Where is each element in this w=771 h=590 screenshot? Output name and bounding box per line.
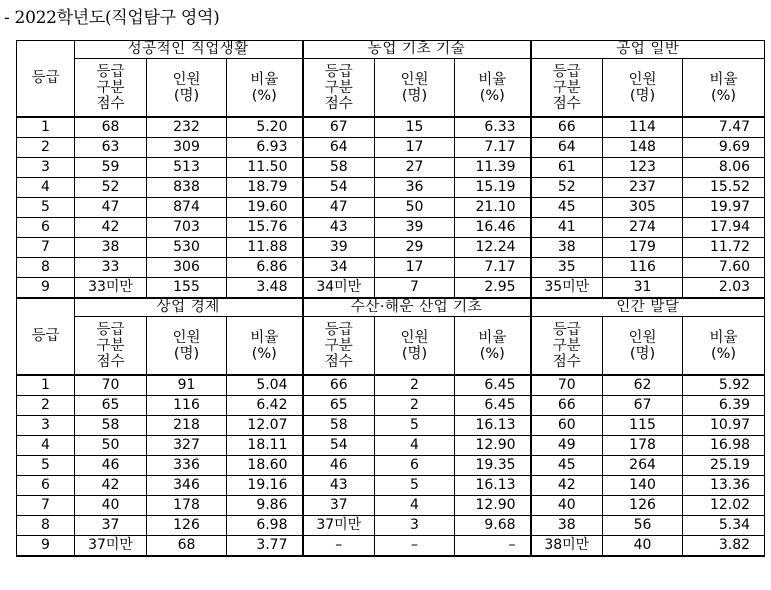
header-line: 등급 <box>324 63 353 80</box>
cutoff-score-header <box>531 317 603 376</box>
subject-name: 농업 기초 기술 <box>303 41 531 59</box>
cutoff-score-cell: 70 <box>531 375 603 396</box>
cutoff-score-cell: 46 <box>303 456 375 476</box>
header-line: (명) <box>173 345 200 362</box>
count-cell: 17 <box>375 138 455 158</box>
table-row <box>17 218 765 238</box>
grade-cell: 6 <box>17 218 75 238</box>
ratio-cell: 11.39 <box>455 158 531 178</box>
cutoff-score-cell: 38 <box>531 516 603 536</box>
grade-cell: 1 <box>17 375 75 396</box>
count-cell: 7 <box>375 278 455 299</box>
ratio-cell: 3.82 <box>683 536 765 557</box>
table-row <box>17 436 765 456</box>
cutoff-score-cell: 54 <box>303 436 375 456</box>
ratio-cell: 16.98 <box>683 436 765 456</box>
cutoff-score-cell: 34미만 <box>303 278 375 299</box>
ratio-cell: 6.33 <box>455 117 531 138</box>
count-header <box>375 59 455 118</box>
cutoff-score-cell: 37 <box>303 496 375 516</box>
header-line: (%) <box>479 345 505 362</box>
ratio-cell: 6.93 <box>227 138 303 158</box>
ratio-cell: 7.17 <box>455 138 531 158</box>
grade-cell: 9 <box>17 278 75 299</box>
count-cell: 116 <box>147 396 227 416</box>
cutoff-score-cell: 63 <box>75 138 147 158</box>
count-cell: 50 <box>375 198 455 218</box>
grade-header-cell: 등급 <box>17 41 75 118</box>
table-row <box>17 456 765 476</box>
count-cell: 155 <box>147 278 227 299</box>
cutoff-score-cell: 38 <box>531 238 603 258</box>
grade-cell: 5 <box>17 456 75 476</box>
count-cell: 178 <box>147 496 227 516</box>
ratio-cell: 6.86 <box>227 258 303 278</box>
cutoff-score-cell: 43 <box>303 476 375 496</box>
header-line: 구분 <box>96 337 125 354</box>
cutoff-score-cell: – <box>303 536 375 557</box>
ratio-header <box>227 59 303 118</box>
count-cell: 3 <box>375 516 455 536</box>
cutoff-score-cell: 54 <box>303 178 375 198</box>
ratio-cell: 6.45 <box>455 396 531 416</box>
ratio-header <box>683 317 765 376</box>
header-line: 점수 <box>96 95 125 112</box>
table-row <box>17 138 765 158</box>
count-cell: 4 <box>375 496 455 516</box>
ratio-cell: 9.86 <box>227 496 303 516</box>
table-row <box>17 158 765 178</box>
header-line: 비율 <box>250 329 279 346</box>
grade-cutoff-table <box>16 40 765 557</box>
count-cell: 264 <box>603 456 683 476</box>
ratio-header <box>455 317 531 376</box>
header-line: (%) <box>710 345 737 362</box>
grade-cell: 3 <box>17 416 75 436</box>
header-line: 등급 <box>552 63 581 80</box>
ratio-cell: 3.48 <box>227 278 303 299</box>
cutoff-score-cell: 66 <box>531 396 603 416</box>
cutoff-score-cell: 45 <box>531 456 603 476</box>
ratio-cell: 10.97 <box>683 416 765 436</box>
header-line: 인원 <box>628 329 657 346</box>
cutoff-score-cell: 45 <box>531 198 603 218</box>
count-cell: 114 <box>603 117 683 138</box>
ratio-cell: 19.35 <box>455 456 531 476</box>
header-line: (명) <box>401 345 428 362</box>
header-line: 비율 <box>478 329 507 346</box>
cutoff-score-cell: 58 <box>75 416 147 436</box>
ratio-cell: 16.46 <box>455 218 531 238</box>
count-cell: 31 <box>603 278 683 299</box>
cutoff-score-cell: 64 <box>531 138 603 158</box>
cutoff-score-cell: 42 <box>531 476 603 496</box>
header-line: 비율 <box>478 71 507 88</box>
header-line: 점수 <box>324 353 353 370</box>
header-line: (명) <box>173 87 200 104</box>
count-header <box>375 317 455 376</box>
grade-cell: 4 <box>17 178 75 198</box>
column-header-row <box>17 59 765 118</box>
table-row <box>17 178 765 198</box>
count-cell: 56 <box>603 516 683 536</box>
count-cell: 306 <box>147 258 227 278</box>
header-line: (명) <box>629 345 656 362</box>
ratio-cell: 21.10 <box>455 198 531 218</box>
count-header <box>603 317 683 376</box>
count-cell: 530 <box>147 238 227 258</box>
header-line: 등급 <box>324 321 353 338</box>
subject-name: 인간 발달 <box>531 298 765 317</box>
cutoff-score-cell: 38 <box>75 238 147 258</box>
count-cell: 6 <box>375 456 455 476</box>
count-cell: 17 <box>375 258 455 278</box>
header-line: 구분 <box>552 79 581 96</box>
page-title: - 2022학년도(직업탐구 영역) <box>4 8 220 28</box>
grade-cell: 6 <box>17 476 75 496</box>
header-line: 점수 <box>552 95 581 112</box>
ratio-cell: 9.69 <box>683 138 765 158</box>
table-row <box>17 258 765 278</box>
cutoff-score-cell: 68 <box>75 117 147 138</box>
count-cell: 5 <box>375 416 455 436</box>
ratio-cell: – <box>455 536 531 557</box>
table-row <box>17 117 765 138</box>
header-line: 인원 <box>400 71 429 88</box>
count-cell: 336 <box>147 456 227 476</box>
header-line: 점수 <box>96 353 125 370</box>
ratio-cell: 15.76 <box>227 218 303 238</box>
grade-cell: 2 <box>17 138 75 158</box>
count-cell: 274 <box>603 218 683 238</box>
table-row <box>17 238 765 258</box>
count-cell: 39 <box>375 218 455 238</box>
cutoff-score-cell: 66 <box>531 117 603 138</box>
cutoff-score-header <box>75 59 147 118</box>
header-line: 비율 <box>709 329 738 346</box>
header-line: (명) <box>401 87 428 104</box>
count-cell: 116 <box>603 258 683 278</box>
cutoff-score-cell: 33미만 <box>75 278 147 299</box>
ratio-header <box>683 59 765 118</box>
grade-cell: 1 <box>17 117 75 138</box>
table-row <box>17 516 765 536</box>
cutoff-score-header <box>75 317 147 376</box>
ratio-cell: 2.95 <box>455 278 531 299</box>
ratio-cell: 18.79 <box>227 178 303 198</box>
count-cell: 67 <box>603 396 683 416</box>
ratio-cell: 12.90 <box>455 496 531 516</box>
header-line: 등급 <box>96 321 125 338</box>
count-cell: – <box>375 536 455 557</box>
count-cell: 15 <box>375 117 455 138</box>
header-line: 비율 <box>709 71 738 88</box>
header-line: 점수 <box>324 95 353 112</box>
cutoff-score-cell: 37미만 <box>303 516 375 536</box>
count-cell: 179 <box>603 238 683 258</box>
table-row <box>17 198 765 218</box>
count-cell: 140 <box>603 476 683 496</box>
count-cell: 4 <box>375 436 455 456</box>
cutoff-score-cell: 40 <box>531 496 603 516</box>
count-cell: 218 <box>147 416 227 436</box>
header-line: 구분 <box>324 79 353 96</box>
cutoff-score-cell: 33 <box>75 258 147 278</box>
grade-cell: 7 <box>17 238 75 258</box>
count-cell: 5 <box>375 476 455 496</box>
ratio-cell: 3.77 <box>227 536 303 557</box>
header-line: 등급 <box>552 321 581 338</box>
cutoff-score-cell: 61 <box>531 158 603 178</box>
ratio-header <box>227 317 303 376</box>
ratio-cell: 8.06 <box>683 158 765 178</box>
table-row <box>17 496 765 516</box>
count-cell: 68 <box>147 536 227 557</box>
subject-name: 성공적인 직업생활 <box>75 41 303 59</box>
cutoff-score-cell: 42 <box>75 218 147 238</box>
cutoff-score-cell: 70 <box>75 375 147 396</box>
count-cell: 874 <box>147 198 227 218</box>
header-line: (명) <box>629 87 656 104</box>
count-cell: 346 <box>147 476 227 496</box>
ratio-cell: 15.52 <box>683 178 765 198</box>
cutoff-score-cell: 67 <box>303 117 375 138</box>
ratio-cell: 15.19 <box>455 178 531 198</box>
subject-header-row <box>17 298 765 317</box>
table-row <box>17 278 765 299</box>
cutoff-score-cell: 39 <box>303 238 375 258</box>
cutoff-score-cell: 47 <box>303 198 375 218</box>
grade-cell: 4 <box>17 436 75 456</box>
grade-cell: 8 <box>17 258 75 278</box>
grade-cell: 8 <box>17 516 75 536</box>
cutoff-score-cell: 65 <box>303 396 375 416</box>
count-cell: 27 <box>375 158 455 178</box>
ratio-cell: 6.45 <box>455 375 531 396</box>
ratio-cell: 2.03 <box>683 278 765 299</box>
cutoff-score-cell: 42 <box>75 476 147 496</box>
cutoff-score-cell: 65 <box>75 396 147 416</box>
ratio-cell: 25.19 <box>683 456 765 476</box>
count-cell: 513 <box>147 158 227 178</box>
count-cell: 309 <box>147 138 227 158</box>
ratio-cell: 6.39 <box>683 396 765 416</box>
cutoff-score-header <box>303 59 375 118</box>
cutoff-score-cell: 52 <box>75 178 147 198</box>
ratio-cell: 5.04 <box>227 375 303 396</box>
count-cell: 126 <box>603 496 683 516</box>
count-cell: 305 <box>603 198 683 218</box>
header-line: 인원 <box>628 71 657 88</box>
ratio-cell: 5.20 <box>227 117 303 138</box>
header-line: 점수 <box>552 353 581 370</box>
ratio-cell: 7.17 <box>455 258 531 278</box>
ratio-cell: 7.60 <box>683 258 765 278</box>
count-header <box>603 59 683 118</box>
ratio-cell: 11.88 <box>227 238 303 258</box>
count-cell: 126 <box>147 516 227 536</box>
cutoff-score-cell: 46 <box>75 456 147 476</box>
cutoff-score-cell: 38미만 <box>531 536 603 557</box>
column-header-row <box>17 317 765 376</box>
ratio-cell: 6.98 <box>227 516 303 536</box>
count-header <box>147 317 227 376</box>
count-header <box>147 59 227 118</box>
cutoff-score-cell: 58 <box>303 158 375 178</box>
header-line: 구분 <box>324 337 353 354</box>
header-line: (%) <box>479 87 505 104</box>
cutoff-score-cell: 35미만 <box>531 278 603 299</box>
cutoff-score-header <box>303 317 375 376</box>
header-line: 구분 <box>96 79 125 96</box>
ratio-cell: 11.72 <box>683 238 765 258</box>
ratio-cell: 19.60 <box>227 198 303 218</box>
cutoff-score-cell: 37 <box>75 516 147 536</box>
cutoff-score-cell: 34 <box>303 258 375 278</box>
ratio-cell: 18.11 <box>227 436 303 456</box>
ratio-cell: 5.34 <box>683 516 765 536</box>
cutoff-score-cell: 59 <box>75 158 147 178</box>
ratio-cell: 12.02 <box>683 496 765 516</box>
count-cell: 40 <box>603 536 683 557</box>
count-cell: 36 <box>375 178 455 198</box>
grade-header-cell: 등급 <box>17 298 75 375</box>
count-cell: 2 <box>375 375 455 396</box>
cutoff-score-cell: 43 <box>303 218 375 238</box>
count-cell: 237 <box>603 178 683 198</box>
cutoff-score-cell: 49 <box>531 436 603 456</box>
ratio-cell: 7.47 <box>683 117 765 138</box>
table-row <box>17 416 765 436</box>
count-cell: 2 <box>375 396 455 416</box>
ratio-cell: 19.16 <box>227 476 303 496</box>
count-cell: 327 <box>147 436 227 456</box>
ratio-header <box>455 59 531 118</box>
header-line: (%) <box>251 87 277 104</box>
header-line: 등급 <box>96 63 125 80</box>
header-line: (%) <box>251 345 277 362</box>
grade-cell: 2 <box>17 396 75 416</box>
ratio-cell: 11.50 <box>227 158 303 178</box>
cutoff-score-cell: 47 <box>75 198 147 218</box>
count-cell: 232 <box>147 117 227 138</box>
header-line: 구분 <box>552 337 581 354</box>
count-cell: 148 <box>603 138 683 158</box>
ratio-cell: 16.13 <box>455 476 531 496</box>
count-cell: 29 <box>375 238 455 258</box>
ratio-cell: 13.36 <box>683 476 765 496</box>
header-line: 인원 <box>172 329 201 346</box>
cutoff-score-cell: 52 <box>531 178 603 198</box>
header-line: 인원 <box>400 329 429 346</box>
subject-header-row <box>17 41 765 59</box>
cutoff-score-cell: 66 <box>303 375 375 396</box>
ratio-cell: 16.13 <box>455 416 531 436</box>
cutoff-score-cell: 58 <box>303 416 375 436</box>
table-row <box>17 536 765 557</box>
cutoff-score-cell: 50 <box>75 436 147 456</box>
grade-cell: 5 <box>17 198 75 218</box>
cutoff-score-cell: 40 <box>75 496 147 516</box>
ratio-cell: 9.68 <box>455 516 531 536</box>
header-line: 인원 <box>172 71 201 88</box>
ratio-cell: 17.94 <box>683 218 765 238</box>
count-cell: 91 <box>147 375 227 396</box>
cutoff-score-header <box>531 59 603 118</box>
subject-name: 수산·해운 산업 기초 <box>303 298 531 317</box>
grade-cell: 9 <box>17 536 75 557</box>
count-cell: 178 <box>603 436 683 456</box>
count-cell: 703 <box>147 218 227 238</box>
table-row <box>17 375 765 396</box>
ratio-cell: 18.60 <box>227 456 303 476</box>
count-cell: 115 <box>603 416 683 436</box>
count-cell: 838 <box>147 178 227 198</box>
subject-name: 공업 일반 <box>531 41 765 59</box>
header-line: (%) <box>710 87 737 104</box>
cutoff-score-cell: 41 <box>531 218 603 238</box>
header-line: 비율 <box>250 71 279 88</box>
count-cell: 62 <box>603 375 683 396</box>
table-row <box>17 476 765 496</box>
cutoff-score-cell: 60 <box>531 416 603 436</box>
cutoff-score-cell: 37미만 <box>75 536 147 557</box>
grade-cell: 3 <box>17 158 75 178</box>
ratio-cell: 6.42 <box>227 396 303 416</box>
cutoff-score-cell: 64 <box>303 138 375 158</box>
grade-cell: 7 <box>17 496 75 516</box>
cutoff-score-cell: 35 <box>531 258 603 278</box>
table-row <box>17 396 765 416</box>
count-cell: 123 <box>603 158 683 178</box>
ratio-cell: 5.92 <box>683 375 765 396</box>
subject-name: 상업 경제 <box>75 298 303 317</box>
ratio-cell: 12.07 <box>227 416 303 436</box>
ratio-cell: 12.90 <box>455 436 531 456</box>
ratio-cell: 12.24 <box>455 238 531 258</box>
ratio-cell: 19.97 <box>683 198 765 218</box>
